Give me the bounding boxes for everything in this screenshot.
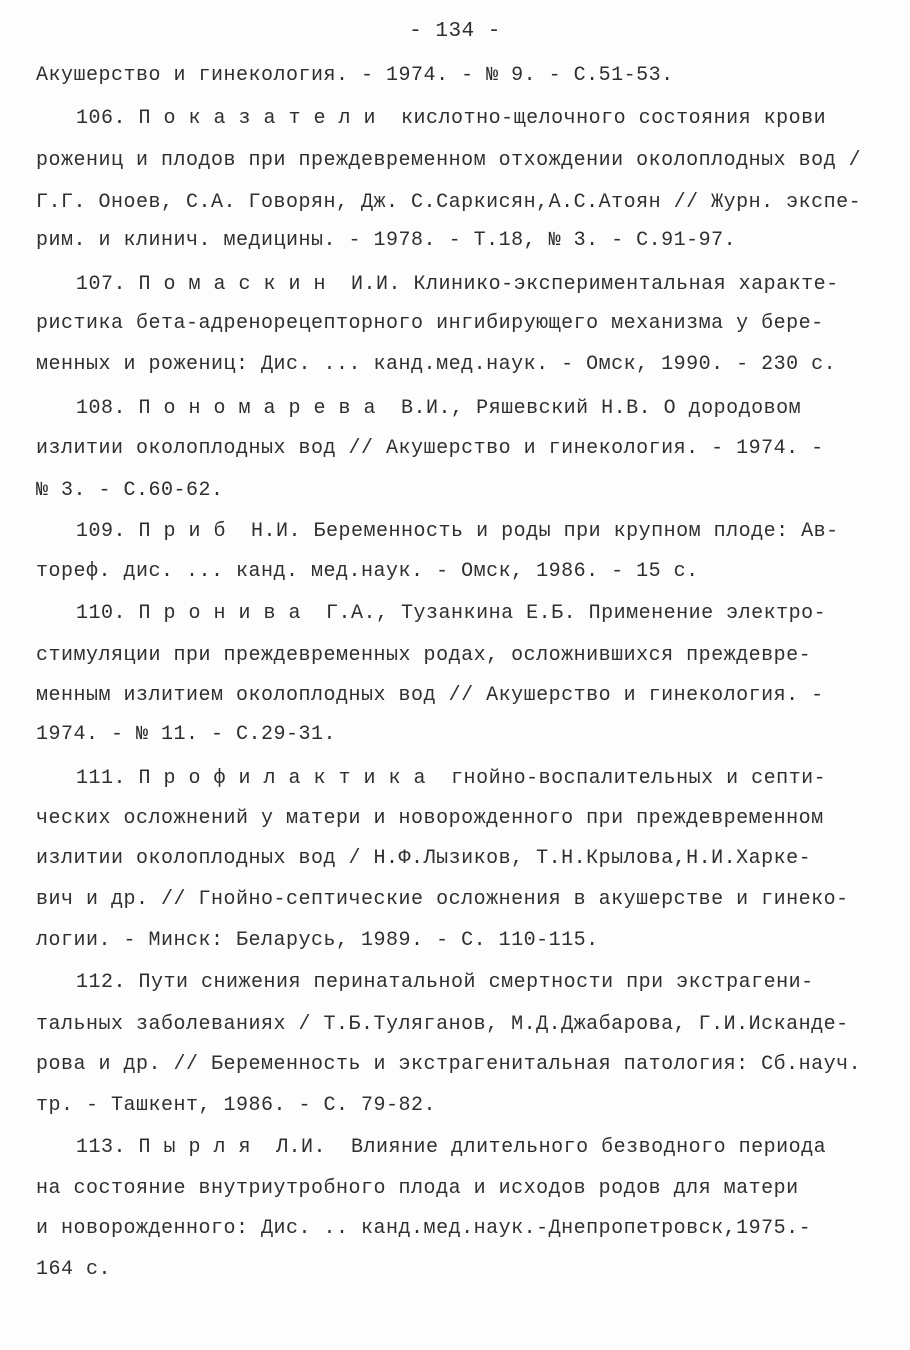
text-line: тореф. дис. ... канд. мед.наук. - Омск, 1986. - 15 с. — [36, 560, 699, 583]
text-line: № 3. - С.60-62. — [36, 479, 224, 502]
text-line: излитии околоплодных вод / Н.Ф.Лызиков, Т.Н.Крылова,Н.И.Харке- — [36, 847, 812, 870]
text-line: 113. П ы р л я Л.И. Влияние длительного безводного периода — [76, 1136, 827, 1159]
text-line: рова и др. // Беременность и экстрагенитальная патология: Сб.науч. — [36, 1053, 862, 1076]
text-line: и новорожденного: Дис. .. канд.мед.наук.-Днепропетровск,1975.- — [36, 1217, 812, 1240]
text-line: 112. Пути снижения перинатальной смертности при экстрагени- — [76, 971, 814, 994]
text-line: 110. П р о н и в а Г.А., Тузанкина Е.Б. Применение электро- — [76, 602, 827, 625]
text-line: ческих осложнений у матери и новорожденного при преждевременном — [36, 807, 824, 830]
text-line: логии. - Минск: Беларусь, 1989. - С. 110-115. — [36, 929, 599, 952]
text-line: 111. П р о ф и л а к т и к а гнойно-воспалительных и септи- — [76, 767, 827, 790]
text-line: менным излитием околоплодных вод // Акушерство и гинекология. - — [36, 684, 824, 707]
text-line: 106. П о к а з а т е л и кислотно-щелочного состояния крови — [76, 107, 827, 130]
text-line: рим. и клинич. медицины. - 1978. - Т.18, № 3. - С.91-97. — [36, 229, 737, 252]
text-line: 108. П о н о м а р е в а В.И., Ряшевский Н.В. О дородовом — [76, 397, 802, 420]
text-line: Акушерство и гинекология. - 1974. - № 9. - С.51-53. — [36, 64, 674, 87]
text-line: излитии околоплодных вод // Акушерство и гинекология. - 1974. - — [36, 437, 824, 460]
text-line: Г.Г. Оноев, С.А. Говорян, Дж. С.Саркисян,А.С.Атоян // Журн. экспе- — [36, 191, 862, 214]
text-line: вич и др. // Гнойно-септические осложнения в акушерстве и гинеко- — [36, 888, 849, 911]
text-line: менных и рожениц: Дис. ... канд.мед.наук. - Омск, 1990. - 230 с. — [36, 353, 837, 376]
text-line: тальных заболеваниях / Т.Б.Туляганов, М.Д.Джабарова, Г.И.Искандe- — [36, 1013, 849, 1036]
text-line: ристика бета-адренорецепторного ингибирующего механизма у бере- — [36, 312, 824, 335]
text-line: тр. - Ташкент, 1986. - С. 79-82. — [36, 1094, 437, 1117]
text-line: рожениц и плодов при преждевременном отхождении околоплодных вод / — [36, 149, 862, 172]
text-line: на состояние внутриутробного плода и исходов родов для матери — [36, 1177, 799, 1200]
page-number: - 134 - — [409, 20, 501, 43]
text-line: 164 с. — [36, 1258, 112, 1281]
text-line: 1974. - № 11. - С.29-31. — [36, 723, 337, 746]
text-line: стимуляции при преждевременных родах, осложнившихся преждевре- — [36, 644, 812, 667]
text-line: 107. П о м а с к и н И.И. Клинико-экспериментальная характе- — [76, 273, 839, 296]
text-line: 109. П р и б Н.И. Беременность и роды при крупном плоде: Ав- — [76, 520, 839, 543]
